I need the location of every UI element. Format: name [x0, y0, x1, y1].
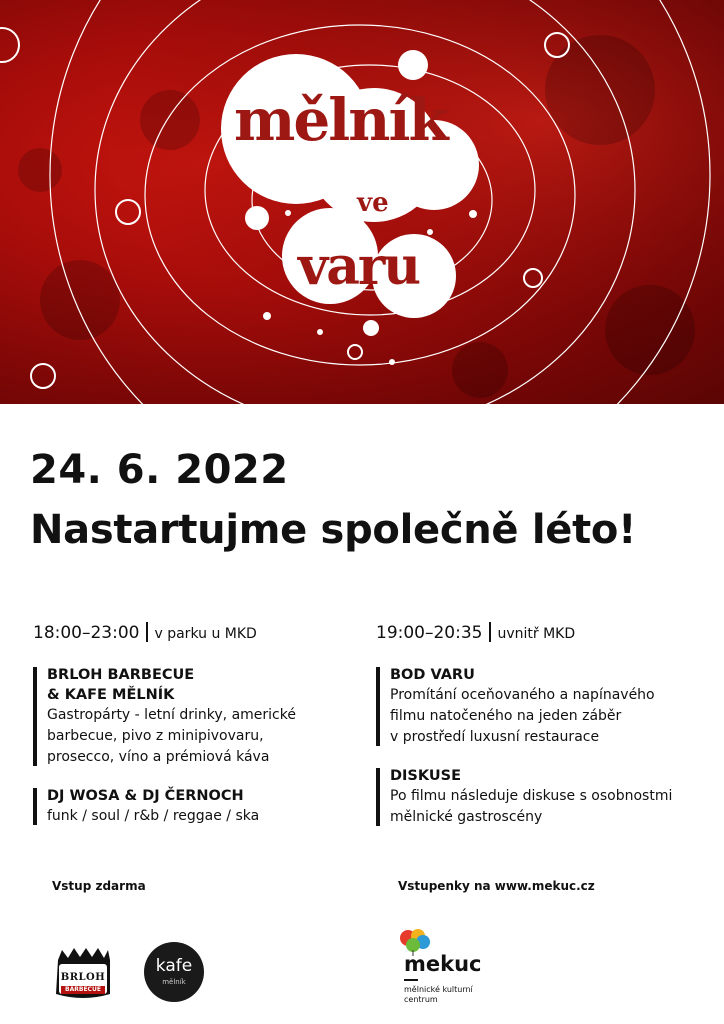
right-time-header [376, 622, 696, 643]
event-date: 24. 6. 2022 [30, 447, 289, 493]
logo-line-ve: ve [357, 188, 389, 218]
kafe-name: kafe [155, 956, 193, 976]
block-line: Gastropárty - letní drinky, americké [47, 707, 296, 723]
block-title-2: & KAFE MĚLNÍK [47, 687, 175, 703]
brloh-logo [52, 940, 114, 1002]
block-line: filmu natočeného na jeden záběr [390, 708, 622, 724]
mekuc-logo [398, 928, 508, 1008]
logo-line-melnik: mělník [234, 86, 447, 154]
mekuc-rule [404, 979, 418, 981]
block-line: Po filmu následuje diskuse s osobnostmi [390, 788, 673, 804]
kafe-sub: mělník [162, 978, 186, 986]
block-line: Promítání oceňovaného a napínavého [390, 687, 655, 703]
block-line: barbecue, pivo z minipivovaru, [47, 728, 264, 744]
logo-line-varu: varu [298, 236, 420, 297]
block-title: BOD VARU [390, 667, 475, 683]
program-block-diskuse [376, 766, 696, 828]
block-title: DISKUSE [390, 768, 461, 784]
block-title: BRLOH BARBECUE [47, 667, 195, 683]
right-note: Vstupenky na www.mekuc.cz [398, 879, 595, 893]
kafe-logo [144, 942, 204, 1002]
divider [489, 622, 491, 642]
block-line: prosecco, víno a prémiová káva [47, 749, 270, 765]
program-right [376, 622, 696, 846]
mekuc-sub-2: centrum [404, 995, 438, 1004]
mekuc-sub-1: mělnické kulturní [404, 985, 473, 994]
left-time: 18:00–23:00 [33, 623, 140, 643]
left-note: Vstup zdarma [52, 879, 146, 893]
program-left [33, 622, 353, 845]
brloh-name: BRLOH [60, 972, 106, 983]
hero-banner [0, 0, 724, 404]
divider [146, 622, 148, 642]
program-block-dj [33, 786, 353, 827]
block-title: DJ WOSA & DJ ČERNOCH [47, 788, 244, 804]
mekuc-name: mekuc [404, 952, 482, 976]
block-line: v prostředí luxusní restaurace [390, 729, 600, 745]
program-block-brloh [33, 665, 353, 768]
block-line: mělnické gastroscény [390, 809, 543, 825]
block-line: funk / soul / r&b / reggae / ska [47, 808, 260, 824]
event-headline: Nastartujme společně léto! [30, 507, 637, 553]
brloh-sub: BARBECUE [65, 986, 101, 993]
right-time: 19:00–20:35 [376, 623, 483, 643]
left-place: v parku u MKD [154, 626, 257, 642]
right-place: uvnitř MKD [497, 626, 576, 642]
left-time-header [33, 622, 353, 643]
program-block-bod-varu [376, 665, 696, 748]
